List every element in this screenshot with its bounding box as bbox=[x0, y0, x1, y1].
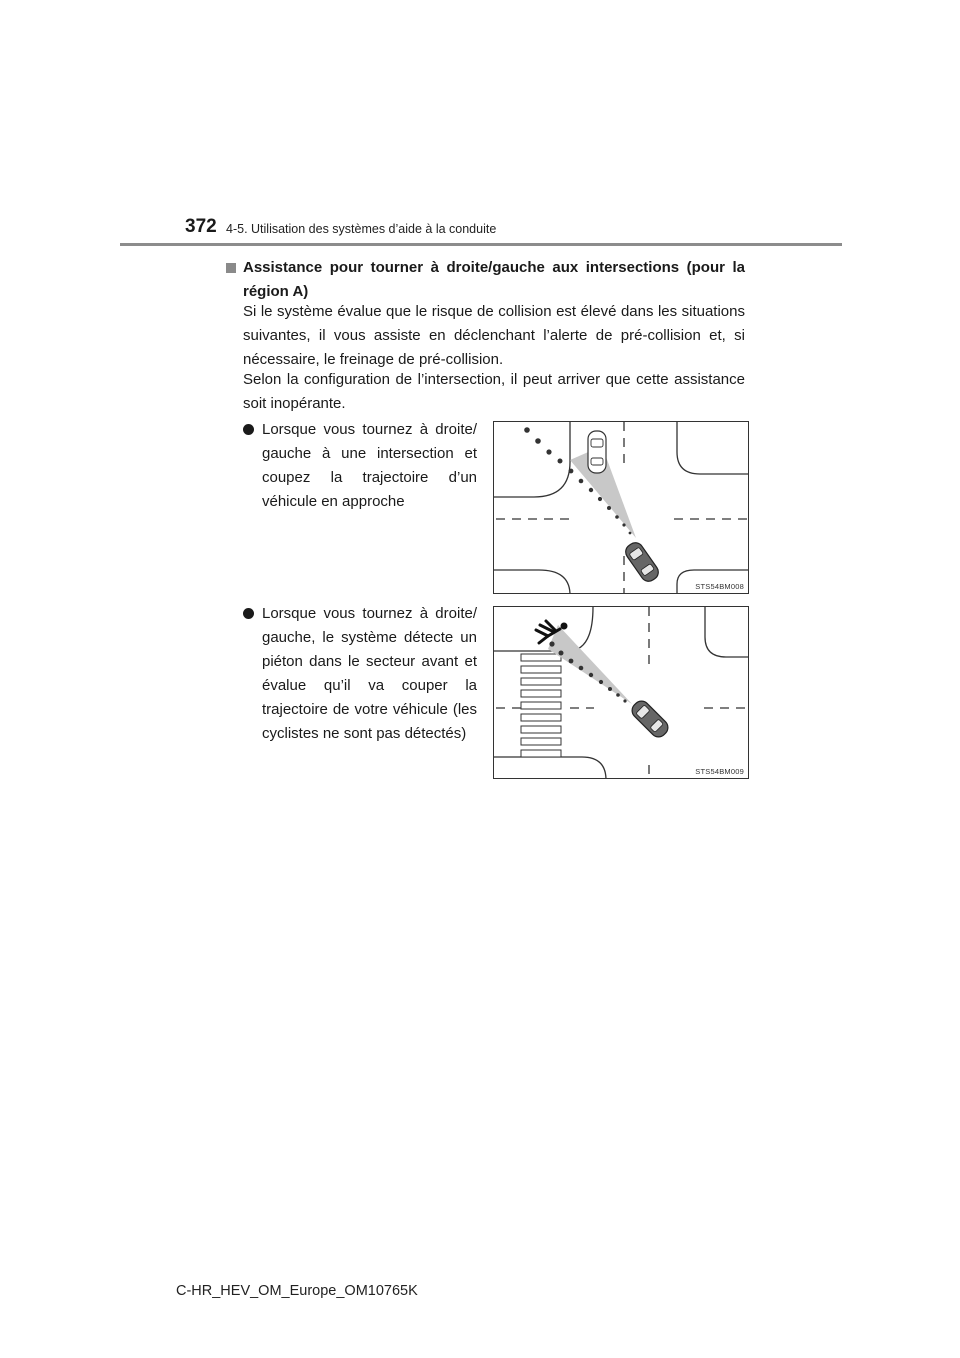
bullet-text: Lorsque vous tournez à droite/ gauche à une intersection et coupez la trajectoire d’un véhicule en approche bbox=[262, 421, 477, 510]
oncoming-car-icon bbox=[588, 431, 606, 473]
road-curb-top-right bbox=[705, 607, 749, 657]
intersection-pedestrian-diagram bbox=[494, 607, 749, 779]
figure-code: STS54BM009 bbox=[695, 767, 744, 776]
road-curb-bottom-left bbox=[494, 757, 606, 779]
road-curb-bottom-left bbox=[494, 570, 570, 594]
own-car-icon bbox=[623, 540, 662, 585]
bullet-item-vehicle bbox=[243, 418, 477, 514]
section-heading bbox=[226, 256, 745, 304]
paragraph-intro: Si le système évalue que le risque de collision est élevé dans les situations suivantes, il vous assiste en déclenchant l’alerte de pré-collision et, si nécessaire, le freinage de pré-collision. bbox=[243, 303, 745, 368]
bullet-text: Lorsque vous tournez à droite/ gauche, le système détecte un piéton dans le secteur avant et évalue qu’il va couper la trajectoire de votre véhicule (les cyclistes ne sont pas détectés) bbox=[262, 605, 477, 742]
bullet-dot-icon bbox=[243, 608, 254, 619]
paragraph-configuration: Selon la configuration de l’intersection, il peut arriver que cette assistance soit inopérante. bbox=[243, 371, 745, 412]
section-title: 4-5. Utilisation des systèmes d’aide à la conduite bbox=[226, 222, 497, 236]
page-number: 372 bbox=[185, 216, 217, 237]
figure-code: STS54BM008 bbox=[695, 582, 744, 591]
own-car-icon bbox=[629, 698, 671, 740]
header-rule bbox=[120, 243, 842, 246]
figure-pedestrian-intersection bbox=[493, 606, 749, 779]
bullet-item-pedestrian bbox=[243, 602, 477, 746]
section-heading-text: Assistance pour tourner à droite/gauche aux intersections (pour la région A) bbox=[243, 259, 745, 300]
square-bullet-icon bbox=[226, 263, 236, 273]
bullet-dot-icon bbox=[243, 424, 254, 435]
figure-vehicle-intersection bbox=[493, 421, 749, 594]
road-curb-top-right bbox=[677, 422, 749, 474]
crosswalk bbox=[521, 654, 561, 757]
turn-path-arrows bbox=[524, 427, 631, 534]
footer-document-code: C-HR_HEV_OM_Europe_OM10765K bbox=[176, 1283, 418, 1299]
intersection-vehicle-diagram bbox=[494, 422, 749, 594]
road-curb-top-left bbox=[494, 607, 593, 651]
